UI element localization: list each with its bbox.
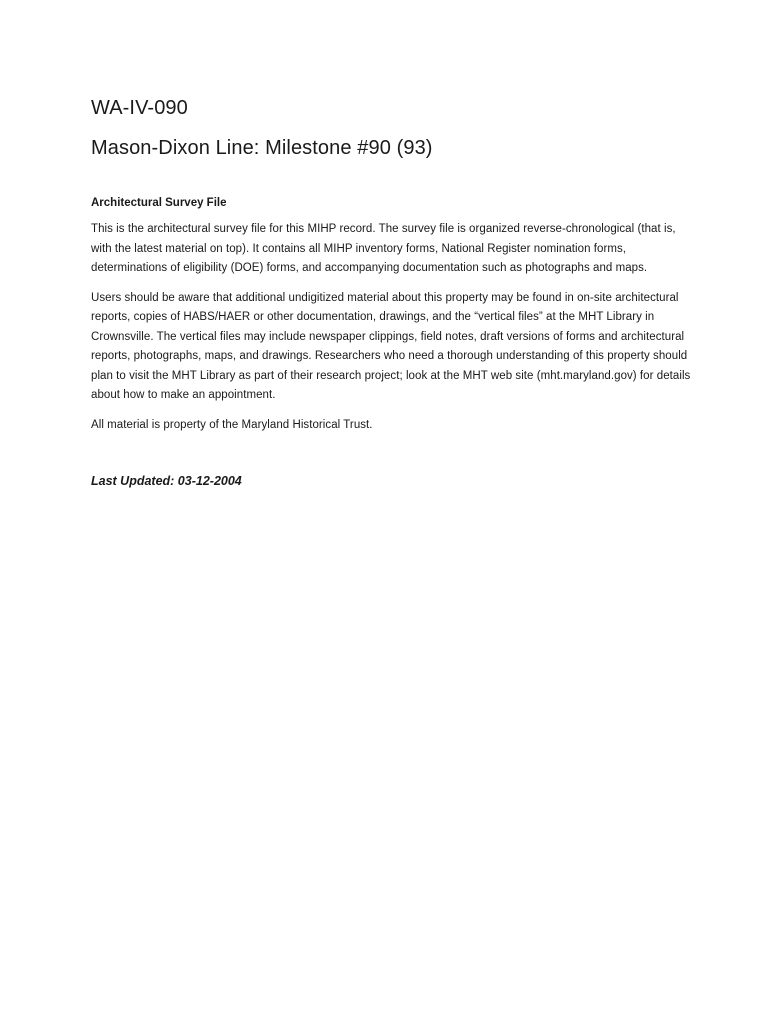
- paragraph-property-notice: All material is property of the Maryland Historical Trust.: [91, 418, 373, 431]
- section-heading: Architectural Survey File: [91, 197, 227, 209]
- last-updated: Last Updated: 03-12-2004: [91, 474, 242, 488]
- record-title: Mason-Dixon Line: Milestone #90 (93): [91, 137, 433, 159]
- document-page: [91, 95, 691, 490]
- record-id: WA-IV-090: [91, 97, 188, 119]
- paragraph-undigitized-material: Users should be aware that additional undigitized material about this property may be found in on-site architectural reports, copies of HABS/HAER or other documentation, drawings, and the “vertical files” at the MHT Library in Crownsville. The vertical files may include newspaper clippings, field notes, draft versions of forms and architectural reports, photographs, maps, and drawings. Researchers who need a thorough understanding of this property should plan to visit the MHT Library as part of their research project; look at the MHT web site (mht.maryland.gov) for details about how to make an appointment.: [91, 291, 691, 401]
- paragraph-intro: This is the architectural survey file for this MIHP record. The survey file is organized reverse-chronological (that is, with the latest material on top). It contains all MIHP inventory forms, National Register nomination forms, determinations of eligibility (DOE) forms, and accompanying documentation such as photographs and maps.: [91, 223, 676, 274]
